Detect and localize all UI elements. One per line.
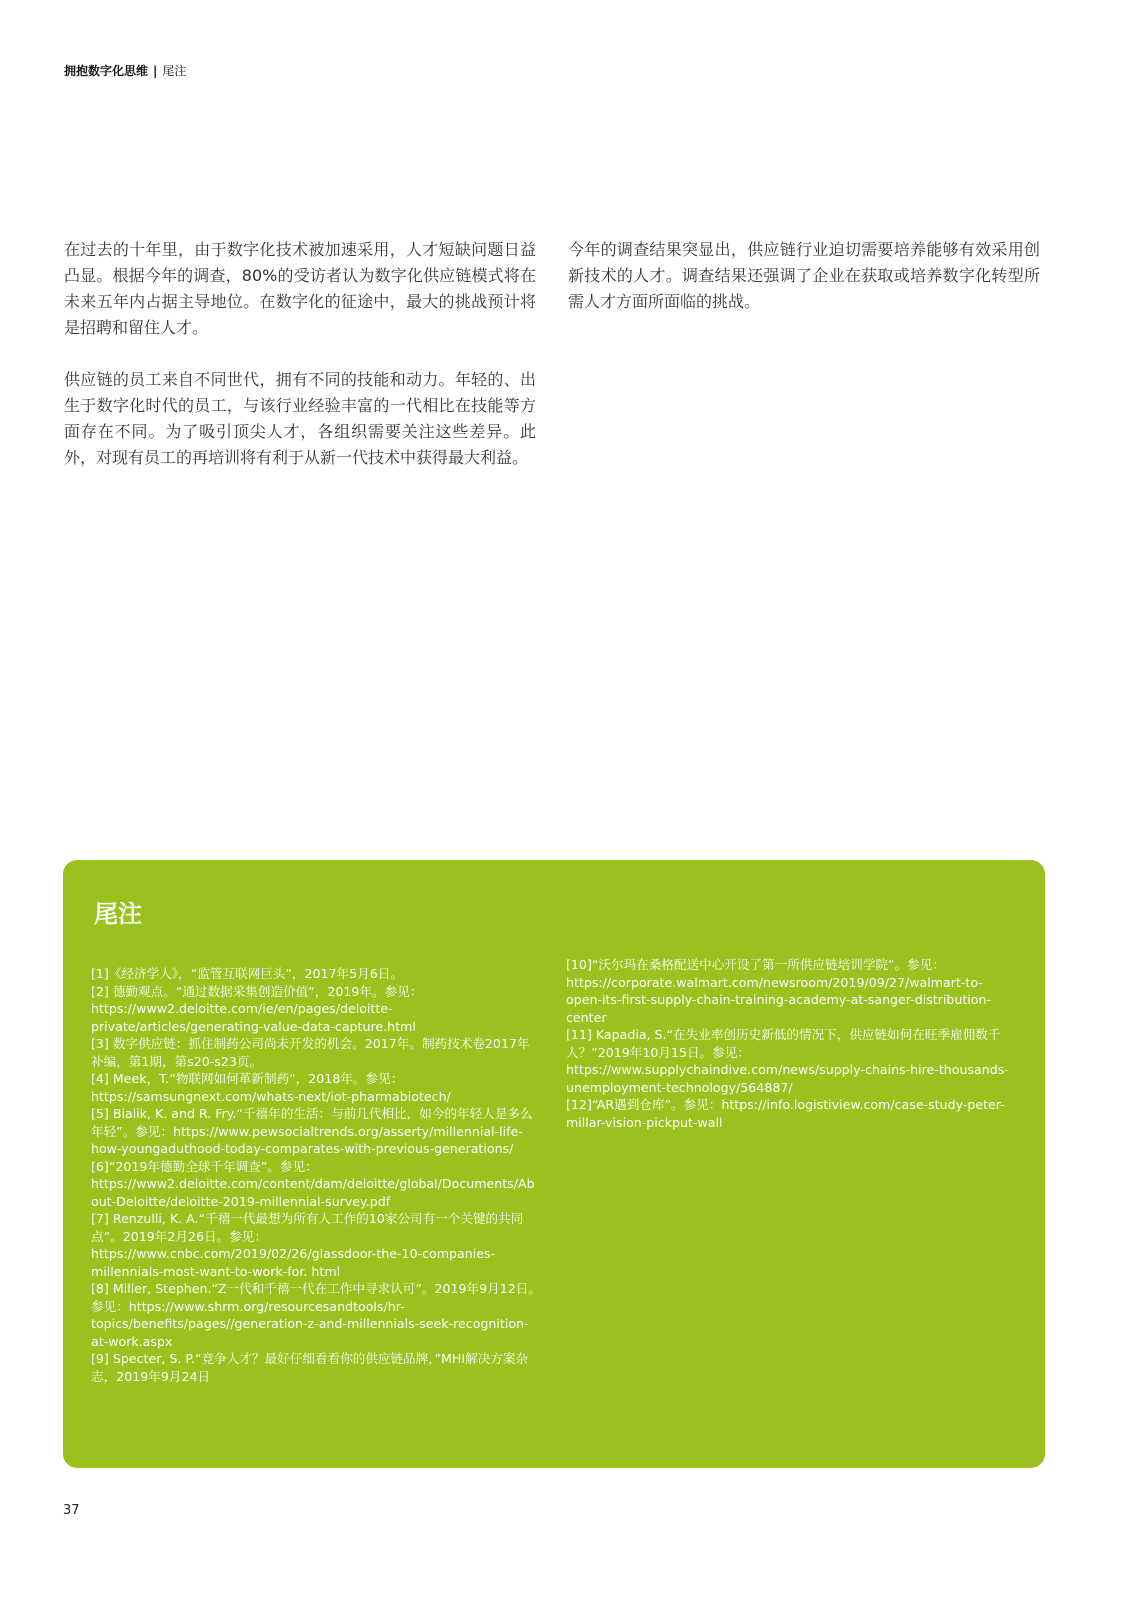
endnotes-title: 尾注: [94, 900, 142, 928]
header-section-title: 尾注: [162, 64, 187, 78]
endnote-4: [4] Meek，T.“物联网如何革新制药”，2018年。参见：https://samsungnext.com/whats-next/iot-pharmabiotech/: [91, 1071, 451, 1104]
endnote-10: [10]“沃尔玛在桑格配送中心开设了第一所供应链培训学院”。参见：https://corporate.walmart.com/newsroom/2019/09/27/walmart-to-open-its-first-supply-chain-training-academy-at-sanger-distribution-center: [566, 957, 992, 1025]
endnote-9: [9] Specter, S. P.“竞争人才？最好仔细看看你的供应链品牌，”MHI解决方案杂志，2019年9月24日: [91, 1351, 529, 1384]
endnote-3: [3] 数字供应链：抓住制药公司尚未开发的机会。2017年。制药技术卷2017年补编，第1期，第s20-s23页。: [91, 1036, 530, 1069]
endnote-5: [5] Bialik, K. and R. Fry.“千禧年的生活：与前几代相比，如今的年轻人是多么年轻”。参见：https://www.pewsocialtrends.org/asserty/millennial-life-how-youngaduthood-today-comparates-with-previous-generations/: [91, 1106, 533, 1156]
endnote-6: [6]“2019年德勤全球千年调查”。参见：https://www2.deloitte.com/content/dam/deloitte/global/Documents/About-Deloitte/deloitte-2019-millennial-survey.pdf: [91, 1158, 535, 1209]
body-paragraph: 在过去的十年里，由于数字化技术被加速采用，人才短缺问题日益凸显。根据今年的调查，80%的受访者认为数字化供应链模式将在未来五年内占据主导地位。在数字化的征途中，最大的挑战预计将是招聘和留住人才。: [64, 240, 536, 337]
running-header: [64, 62, 186, 79]
endnote-12: [12]“AR遇到仓库”。参见：https://info.logistiview.com/case-study-peter-millar-vision-pickput-wall: [566, 1097, 1005, 1130]
body-paragraph: 今年的调查结果突显出，供应链行业迫切需要培养能够有效采用创新技术的人才。调查结果还强调了企业在获取或培养数字化转型所需人才方面所面临的挑战。: [568, 240, 1040, 311]
body-paragraph: 供应链的员工来自不同世代，拥有不同的技能和动力。年轻的、出生于数字化时代的员工，与该行业经验丰富的一代相比在技能等方面存在不同。为了吸引顶尖人才，各组织需要关注这些差异。此外，对现有员工的再培训将有利于从新一代技术中获得最大利益。: [64, 370, 536, 467]
body-column-left: [64, 237, 536, 497]
header-separator: |: [153, 64, 158, 78]
body-column-right: [568, 237, 1040, 341]
endnote-1: [1]《经济学人》，“监管互联网巨头”，2017年5月6日。: [91, 966, 403, 981]
endnote-8: [8] Miller, Stephen.“Z一代和千禧一代在工作中寻求认可”。2019年9月12日。参见：https://www.shrm.org/resourcesandtools/hr-topics/benefits/pages//generation-z-and-millennials-seek-recognition-at-work.aspx: [91, 1281, 541, 1349]
header-series-title: 拥抱数字化思维: [64, 64, 149, 78]
endnote-11: [11] Kapadia, S.“在失业率创历史新低的情况下，供应链如何在旺季雇佣数千人？”2019年10月15日。参见：https://www.supplychaindive.com/news/supply-chains-hire-thousands-unemployment-technology/564887/: [566, 1027, 1009, 1095]
endnote-2: [2] 德勤观点。“通过数据采集创造价值”，2019年。参见：https://www2.deloitte.com/ie/en/pages/deloitte-private/articles/generating-value-data-capture.html: [91, 983, 423, 1034]
page-number: 37: [63, 1503, 80, 1518]
endnotes-column-right: [566, 956, 1016, 1131]
endnote-7: [7] Renzulli, K. A.“千禧一代最想为所有人工作的10家公司有一个关键的共同点”。2019年2月26日。参见：https://www.cnbc.com/2019/02/26/glassdoor-the-10-companies-millennials-most-want-to-work-for. html: [91, 1211, 524, 1279]
endnotes-column-left: [91, 965, 541, 1385]
endnotes-panel: [63, 860, 1045, 1468]
